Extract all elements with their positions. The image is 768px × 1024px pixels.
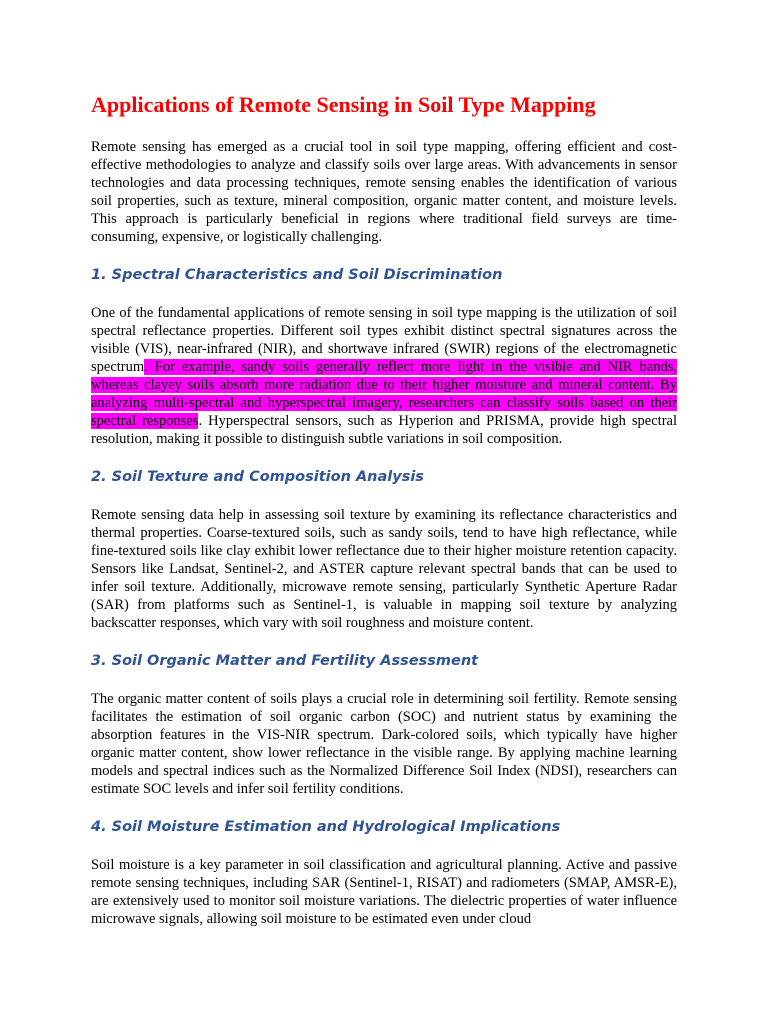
section-heading-3: 3. Soil Organic Matter and Fertility Assessment	[91, 653, 479, 670]
section-paragraph-1	[91, 304, 677, 448]
section-heading-2: 2. Soil Texture and Composition Analysis	[91, 469, 424, 486]
section-paragraph-4: Soil moisture is a key parameter in soil classification and agricultural planning. Active and passive remote sensing techniques, including SAR (Sentinel-1, RISAT) and radiometers (SMAP, AMSR-E), are extensively used to monitor soil moisture variations. The dielectric properties of water influence microwave signals, allowing soil moisture to be estimated even under cloud	[91, 857, 677, 928]
section-1-text-after: . Hyperspectral sensors, such as Hyperion and PRISMA, provide high spectral resolution, making it possible to distinguish subtle variations in soil composition.	[91, 413, 677, 448]
section-1-text-before: One of the fundamental applications of remote sensing in soil type mapping is the utilization of soil spectral reflectance properties. Different soil types exhibit distinct spectral signatures across the visible (VIS), near-infrared (NIR), and shortwave infrared (SWIR) regions of the electromagnetic spectrum	[91, 305, 677, 376]
document-title: Applications of Remote Sensing in Soil Type Mapping	[91, 92, 596, 117]
section-paragraph-2: Remote sensing data help in assessing soil texture by examining its reflectance characteristics and thermal properties. Coarse-textured soils, such as sandy soils, tend to have high reflectance, while fine-textured soils like clay exhibit lower reflectance due to their higher moisture retention capacity. Sensors like Landsat, Sentinel-2, and ASTER capture relevant spectral bands that can be used to infer soil texture. Additionally, microwave remote sensing, particularly Synthetic Aperture Radar (SAR) from platforms such as Sentinel-1, is valuable in mapping soil texture by analyzing backscatter responses, which vary with soil roughness and moisture content.	[91, 507, 677, 632]
section-heading-1: 1. Spectral Characteristics and Soil Discrimination	[91, 267, 503, 284]
intro-paragraph: Remote sensing has emerged as a crucial tool in soil type mapping, offering efficient and cost-effective methodologies to analyze and classify soils over large areas. With advancements in sensor technologies and data processing techniques, remote sensing enables the identification of various soil properties, such as texture, mineral composition, organic matter content, and moisture levels. This approach is particularly beneficial in regions where traditional field surveys are time-consuming, expensive, or logistically challenging.	[91, 139, 677, 246]
section-heading-4: 4. Soil Moisture Estimation and Hydrological Implications	[91, 819, 561, 836]
section-paragraph-3: The organic matter content of soils plays a crucial role in determining soil fertility. Remote sensing facilitates the estimation of soil organic carbon (SOC) and nutrient status by examining the absorption features in the VIS-NIR spectrum. Dark-colored soils, which typically have higher organic matter content, show lower reflectance in the visible range. By applying machine learning models and spectral indices such as the Normalized Difference Soil Index (NDSI), researchers can estimate SOC levels and infer soil fertility conditions.	[91, 691, 677, 798]
highlighted-text: . For example, sandy soils generally reflect more light in the visible and NIR bands, whereas clayey soils absorb more radiation due to their higher moisture and mineral content. By analyzing multi-spectral and hyperspectral imagery, researchers can classify soils based on their spectral responses	[91, 359, 677, 430]
